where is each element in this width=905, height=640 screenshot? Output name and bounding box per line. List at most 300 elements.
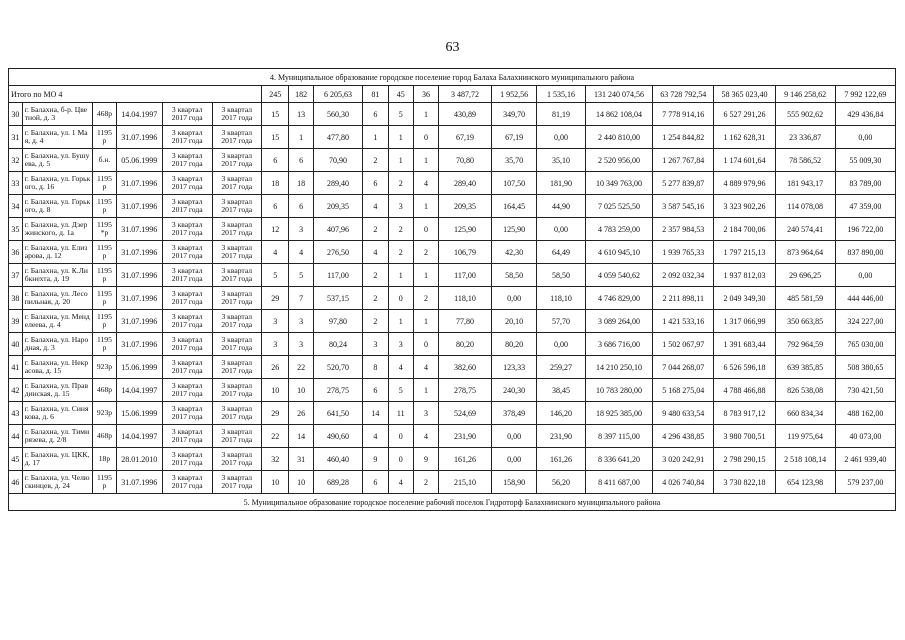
document-date-cell: 28.01.2010	[116, 448, 162, 471]
document-number-cell: 1195 р	[93, 241, 116, 264]
value-cell: 10	[289, 379, 313, 402]
value-cell: 215,10	[439, 471, 492, 494]
table-row	[9, 356, 896, 379]
value-cell: 4 889 979,96	[714, 172, 775, 195]
document-number-cell: 18р	[93, 448, 116, 471]
value-cell: 42,30	[491, 241, 536, 264]
value-cell: 209,35	[313, 195, 363, 218]
row-number: 44	[9, 425, 23, 448]
value-cell: 70,90	[313, 149, 363, 172]
value-cell: 5	[388, 103, 413, 126]
value-cell: 64,49	[537, 241, 586, 264]
value-cell: 485 581,59	[775, 287, 835, 310]
value-cell: 1	[413, 103, 438, 126]
value-cell: 1	[413, 310, 438, 333]
value-cell: 3	[289, 310, 313, 333]
row-number: 42	[9, 379, 23, 402]
value-cell: 14	[363, 402, 388, 425]
value-cell: 0,00	[835, 126, 895, 149]
value-cell: 8 397 115,00	[585, 425, 652, 448]
total-label: Итого по МО 4	[9, 86, 262, 103]
row-number: 33	[9, 172, 23, 195]
address-cell: г. Балахна, ул. Синякова, д. 6	[22, 402, 93, 425]
value-cell: 26	[262, 356, 289, 379]
table-row	[9, 172, 896, 195]
document-number-cell: 1195 р	[93, 264, 116, 287]
section-header-mo5	[9, 494, 896, 511]
value-cell: 0,00	[835, 264, 895, 287]
value-cell: 2	[363, 310, 388, 333]
value-cell: 18 925 385,00	[585, 402, 652, 425]
actual-date-cell: 3 квартал 2017 года	[212, 126, 262, 149]
table-row	[9, 448, 896, 471]
actual-date-cell: 3 квартал 2017 года	[212, 218, 262, 241]
actual-date-cell: 3 квартал 2017 года	[212, 471, 262, 494]
value-cell: 12	[262, 218, 289, 241]
document-date-cell: 15.06.1999	[116, 356, 162, 379]
value-cell: 118,10	[439, 287, 492, 310]
value-cell: 278,75	[439, 379, 492, 402]
planned-date-cell: 3 квартал 2017 года	[162, 218, 212, 241]
document-number-cell: 923р	[93, 402, 116, 425]
table-row	[9, 149, 896, 172]
address-cell: г. Балахна, ул. Елизарова, д. 12	[22, 241, 93, 264]
value-cell: 792 964,59	[775, 333, 835, 356]
value-cell: 0	[413, 333, 438, 356]
total-cell: 9 146 258,62	[775, 86, 835, 103]
actual-date-cell: 3 квартал 2017 года	[212, 448, 262, 471]
actual-date-cell: 3 квартал 2017 года	[212, 402, 262, 425]
total-cell: 81	[363, 86, 388, 103]
value-cell: 579 237,00	[835, 471, 895, 494]
value-cell: 6	[363, 471, 388, 494]
row-number: 46	[9, 471, 23, 494]
value-cell: 3 323 902,26	[714, 195, 775, 218]
value-cell: 1	[388, 126, 413, 149]
value-cell: 2	[388, 241, 413, 264]
document-number-cell: 923р	[93, 356, 116, 379]
actual-date-cell: 3 квартал 2017 года	[212, 195, 262, 218]
value-cell: 5	[262, 264, 289, 287]
value-cell: 40 073,00	[835, 425, 895, 448]
value-cell: 1 937 812,03	[714, 264, 775, 287]
value-cell: 209,35	[439, 195, 492, 218]
value-cell: 477,80	[313, 126, 363, 149]
value-cell: 2	[388, 218, 413, 241]
value-cell: 1 162 628,31	[714, 126, 775, 149]
value-cell: 81,19	[537, 103, 586, 126]
total-cell: 3 487,72	[439, 86, 492, 103]
value-cell: 1 254 844,82	[653, 126, 714, 149]
value-cell: 11	[388, 402, 413, 425]
value-cell: 4 746 829,00	[585, 287, 652, 310]
value-cell: 47 359,00	[835, 195, 895, 218]
value-cell: 0	[413, 126, 438, 149]
document-date-cell: 31.07.1996	[116, 264, 162, 287]
table-row	[9, 402, 896, 425]
address-cell: г. Балахна, ул. 1 Мая, д. 4	[22, 126, 93, 149]
planned-date-cell: 3 квартал 2017 года	[162, 103, 212, 126]
value-cell: 520,70	[313, 356, 363, 379]
value-cell: 730 421,50	[835, 379, 895, 402]
row-number: 32	[9, 149, 23, 172]
table-row	[9, 287, 896, 310]
value-cell: 641,50	[313, 402, 363, 425]
value-cell: 107,50	[491, 172, 536, 195]
document-date-cell: 05.06.1999	[116, 149, 162, 172]
total-cell: 6 205,63	[313, 86, 363, 103]
table-row	[9, 126, 896, 149]
value-cell: 1 267 767,84	[653, 149, 714, 172]
total-cell: 36	[413, 86, 438, 103]
value-cell: 119 975,64	[775, 425, 835, 448]
value-cell: 524,69	[439, 402, 492, 425]
planned-date-cell: 3 квартал 2017 года	[162, 149, 212, 172]
value-cell: 6 527 291,26	[714, 103, 775, 126]
value-cell: 1	[413, 149, 438, 172]
value-cell: 118,10	[537, 287, 586, 310]
value-cell: 837 890,00	[835, 241, 895, 264]
value-cell: 3	[262, 333, 289, 356]
value-cell: 378,49	[491, 402, 536, 425]
value-cell: 9	[363, 448, 388, 471]
value-cell: 2 049 349,30	[714, 287, 775, 310]
total-cell: 1 535,16	[537, 86, 586, 103]
value-cell: 18	[262, 172, 289, 195]
actual-date-cell: 3 квартал 2017 года	[212, 241, 262, 264]
document-number-cell: 1195 р	[93, 126, 116, 149]
value-cell: 3 587 545,16	[653, 195, 714, 218]
value-cell: 15	[262, 103, 289, 126]
value-cell: 35,10	[537, 149, 586, 172]
total-cell: 63 728 792,54	[653, 86, 714, 103]
value-cell: 14	[289, 425, 313, 448]
section-header-mo4	[9, 69, 896, 86]
value-cell: 0,00	[491, 425, 536, 448]
document-date-cell: 31.07.1996	[116, 195, 162, 218]
document-number-cell: 1195 р	[93, 287, 116, 310]
value-cell: 77,80	[439, 310, 492, 333]
value-cell: 161,26	[439, 448, 492, 471]
actual-date-cell: 3 квартал 2017 года	[212, 425, 262, 448]
address-cell: г. Балахна, ул. Лесопильная, д. 20	[22, 287, 93, 310]
page-number: 63	[445, 40, 460, 55]
address-cell: г. Балахна, ул. Челюскинцев, д. 24	[22, 471, 93, 494]
value-cell: 4 059 540,62	[585, 264, 652, 287]
value-cell: 117,00	[313, 264, 363, 287]
value-cell: 2 798 290,15	[714, 448, 775, 471]
table-row	[9, 379, 896, 402]
value-cell: 161,26	[537, 448, 586, 471]
value-cell: 2 518 108,14	[775, 448, 835, 471]
address-cell: г. Балахна, ул. К.Либкнехта, д. 19	[22, 264, 93, 287]
value-cell: 10 349 763,00	[585, 172, 652, 195]
value-cell: 8 336 641,20	[585, 448, 652, 471]
actual-date-cell: 3 квартал 2017 года	[212, 264, 262, 287]
value-cell: 6	[262, 149, 289, 172]
value-cell: 15	[262, 126, 289, 149]
value-cell: 231,90	[537, 425, 586, 448]
value-cell: 654 123,98	[775, 471, 835, 494]
value-cell: 2	[363, 264, 388, 287]
value-cell: 181 943,17	[775, 172, 835, 195]
actual-date-cell: 3 квартал 2017 года	[212, 103, 262, 126]
value-cell: 4 783 259,00	[585, 218, 652, 241]
address-cell: г. Балахна, б-р. Цветной, д. 3	[22, 103, 93, 126]
document-date-cell: 15.06.1999	[116, 402, 162, 425]
document-number-cell: 1195 р	[93, 333, 116, 356]
planned-date-cell: 3 квартал 2017 года	[162, 172, 212, 195]
value-cell: 125,90	[491, 218, 536, 241]
value-cell: 289,40	[313, 172, 363, 195]
value-cell: 1	[289, 126, 313, 149]
address-cell: г. Балахна, ул. Горького, д. 8	[22, 195, 93, 218]
value-cell: 826 538,08	[775, 379, 835, 402]
address-cell: г. Балахна, ул. Бушуева, д. 5	[22, 149, 93, 172]
address-cell: г. Балахна, ул. Тимирязева, д. 2/8	[22, 425, 93, 448]
value-cell: 7	[289, 287, 313, 310]
value-cell: 3 020 242,91	[653, 448, 714, 471]
value-cell: 407,96	[313, 218, 363, 241]
section-title-top: 4. Муниципальное образование городское поселение город Балаха Балахнинского муниципального района	[9, 69, 896, 86]
value-cell: 7 044 268,07	[653, 356, 714, 379]
value-cell: 2 461 939,40	[835, 448, 895, 471]
value-cell: 10 783 280,00	[585, 379, 652, 402]
value-cell: 56,20	[537, 471, 586, 494]
value-cell: 490,60	[313, 425, 363, 448]
actual-date-cell: 3 квартал 2017 года	[212, 172, 262, 195]
value-cell: 9 480 633,54	[653, 402, 714, 425]
row-number: 39	[9, 310, 23, 333]
value-cell: 2	[363, 218, 388, 241]
address-cell: г. Балахна, ул. Правдинская, д. 15	[22, 379, 93, 402]
value-cell: 26	[289, 402, 313, 425]
value-cell: 5 277 839,87	[653, 172, 714, 195]
value-cell: 5	[388, 379, 413, 402]
value-cell: 31	[289, 448, 313, 471]
value-cell: 537,15	[313, 287, 363, 310]
value-cell: 508 380,65	[835, 356, 895, 379]
value-cell: 146,20	[537, 402, 586, 425]
value-cell: 35,70	[491, 149, 536, 172]
value-cell: 240,30	[491, 379, 536, 402]
value-cell: 158,90	[491, 471, 536, 494]
total-cell: 131 240 074,56	[585, 86, 652, 103]
value-cell: 181,90	[537, 172, 586, 195]
row-number: 41	[9, 356, 23, 379]
row-number: 45	[9, 448, 23, 471]
planned-date-cell: 3 квартал 2017 года	[162, 425, 212, 448]
row-number: 34	[9, 195, 23, 218]
document-date-cell: 31.07.1996	[116, 471, 162, 494]
value-cell: 4	[262, 241, 289, 264]
value-cell: 765 030,00	[835, 333, 895, 356]
value-cell: 78 586,52	[775, 149, 835, 172]
planned-date-cell: 3 квартал 2017 года	[162, 471, 212, 494]
value-cell: 0,00	[491, 448, 536, 471]
document-number-cell: 1195 р	[93, 195, 116, 218]
total-cell: 182	[289, 86, 313, 103]
value-cell: 80,20	[439, 333, 492, 356]
value-cell: 1 391 683,44	[714, 333, 775, 356]
document-date-cell: 31.07.1996	[116, 172, 162, 195]
value-cell: 0,00	[491, 287, 536, 310]
document-date-cell: 31.07.1996	[116, 241, 162, 264]
value-cell: 259,27	[537, 356, 586, 379]
value-cell: 2	[388, 172, 413, 195]
total-cell: 58 365 023,40	[714, 86, 775, 103]
value-cell: 276,50	[313, 241, 363, 264]
value-cell: 0	[413, 218, 438, 241]
address-cell: г. Балахна, ул. Горького, д. 16	[22, 172, 93, 195]
value-cell: 3	[289, 218, 313, 241]
value-cell: 1	[413, 264, 438, 287]
value-cell: 0,00	[537, 126, 586, 149]
value-cell: 14 210 250,10	[585, 356, 652, 379]
document-number-cell: 1195 р	[93, 172, 116, 195]
value-cell: 2	[413, 241, 438, 264]
actual-date-cell: 3 квартал 2017 года	[212, 149, 262, 172]
value-cell: 123,33	[491, 356, 536, 379]
value-cell: 240 574,41	[775, 218, 835, 241]
value-cell: 3	[289, 333, 313, 356]
value-cell: 1	[388, 149, 413, 172]
value-cell: 1 421 533,16	[653, 310, 714, 333]
value-cell: 80,20	[491, 333, 536, 356]
value-cell: 20,10	[491, 310, 536, 333]
planned-date-cell: 3 квартал 2017 года	[162, 287, 212, 310]
document-number-cell: 1195 р	[93, 471, 116, 494]
value-cell: 23 336,87	[775, 126, 835, 149]
value-cell: 106,79	[439, 241, 492, 264]
value-cell: 7 025 525,50	[585, 195, 652, 218]
planned-date-cell: 3 квартал 2017 года	[162, 195, 212, 218]
value-cell: 382,60	[439, 356, 492, 379]
value-cell: 4 610 945,10	[585, 241, 652, 264]
document-number-cell: 468р	[93, 379, 116, 402]
actual-date-cell: 3 квартал 2017 года	[212, 356, 262, 379]
table-row	[9, 195, 896, 218]
value-cell: 324 227,00	[835, 310, 895, 333]
value-cell: 0	[388, 425, 413, 448]
value-cell: 460,40	[313, 448, 363, 471]
value-cell: 44,90	[537, 195, 586, 218]
planned-date-cell: 3 квартал 2017 года	[162, 310, 212, 333]
value-cell: 6	[363, 379, 388, 402]
value-cell: 1 174 601,64	[714, 149, 775, 172]
document-date-cell: 14.04.1997	[116, 379, 162, 402]
value-cell: 1 797 215,13	[714, 241, 775, 264]
table-row	[9, 471, 896, 494]
value-cell: 97,80	[313, 310, 363, 333]
value-cell: 2 357 984,53	[653, 218, 714, 241]
value-cell: 231,90	[439, 425, 492, 448]
address-cell: г. Балахна, ул. Народная, д. 3	[22, 333, 93, 356]
value-cell: 1 502 067,97	[653, 333, 714, 356]
value-cell: 2 184 700,06	[714, 218, 775, 241]
value-cell: 6	[363, 172, 388, 195]
total-row	[9, 86, 896, 103]
actual-date-cell: 3 квартал 2017 года	[212, 287, 262, 310]
table-row	[9, 103, 896, 126]
value-cell: 14 862 108,04	[585, 103, 652, 126]
value-cell: 4	[363, 425, 388, 448]
value-cell: 555 902,62	[775, 103, 835, 126]
value-cell: 278,75	[313, 379, 363, 402]
value-cell: 10	[262, 471, 289, 494]
value-cell: 873 964,64	[775, 241, 835, 264]
row-number: 31	[9, 126, 23, 149]
value-cell: 3 089 264,00	[585, 310, 652, 333]
value-cell: 429 436,84	[835, 103, 895, 126]
planned-date-cell: 3 квартал 2017 года	[162, 264, 212, 287]
value-cell: 4	[413, 425, 438, 448]
value-cell: 67,19	[439, 126, 492, 149]
value-cell: 13	[289, 103, 313, 126]
value-cell: 2	[413, 287, 438, 310]
value-cell: 4 296 438,85	[653, 425, 714, 448]
value-cell: 125,90	[439, 218, 492, 241]
value-cell: 29 696,25	[775, 264, 835, 287]
value-cell: 0,00	[537, 218, 586, 241]
value-cell: 83 789,00	[835, 172, 895, 195]
actual-date-cell: 3 квартал 2017 года	[212, 333, 262, 356]
value-cell: 4 026 740,84	[653, 471, 714, 494]
value-cell: 4	[363, 241, 388, 264]
value-cell: 38,45	[537, 379, 586, 402]
value-cell: 4 788 466,88	[714, 379, 775, 402]
actual-date-cell: 3 квартал 2017 года	[212, 310, 262, 333]
table-row	[9, 264, 896, 287]
value-cell: 689,28	[313, 471, 363, 494]
value-cell: 660 834,34	[775, 402, 835, 425]
value-cell: 5 168 275,04	[653, 379, 714, 402]
table-row	[9, 218, 896, 241]
value-cell: 350 663,85	[775, 310, 835, 333]
value-cell: 9	[413, 448, 438, 471]
value-cell: 1	[363, 126, 388, 149]
actual-date-cell: 3 квартал 2017 года	[212, 379, 262, 402]
row-number: 40	[9, 333, 23, 356]
value-cell: 1	[413, 195, 438, 218]
value-cell: 8 411 687,00	[585, 471, 652, 494]
address-cell: г. Балахна, ул. ЦКК, д. 17	[22, 448, 93, 471]
value-cell: 349,70	[491, 103, 536, 126]
value-cell: 2	[413, 471, 438, 494]
value-cell: 0,00	[537, 333, 586, 356]
row-number: 38	[9, 287, 23, 310]
row-number: 30	[9, 103, 23, 126]
value-cell: 3 980 700,51	[714, 425, 775, 448]
value-cell: 10	[289, 471, 313, 494]
value-cell: 0	[388, 287, 413, 310]
value-cell: 2	[363, 287, 388, 310]
value-cell: 2 211 898,11	[653, 287, 714, 310]
value-cell: 6	[262, 195, 289, 218]
value-cell: 560,30	[313, 103, 363, 126]
value-cell: 8	[363, 356, 388, 379]
row-number: 36	[9, 241, 23, 264]
planned-date-cell: 3 квартал 2017 года	[162, 356, 212, 379]
total-cell: 7 992 122,69	[835, 86, 895, 103]
row-number: 35	[9, 218, 23, 241]
planned-date-cell: 3 квартал 2017 года	[162, 402, 212, 425]
value-cell: 2	[363, 149, 388, 172]
value-cell: 4	[289, 241, 313, 264]
total-cell: 245	[262, 86, 289, 103]
value-cell: 4	[413, 356, 438, 379]
value-cell: 2 440 810,00	[585, 126, 652, 149]
